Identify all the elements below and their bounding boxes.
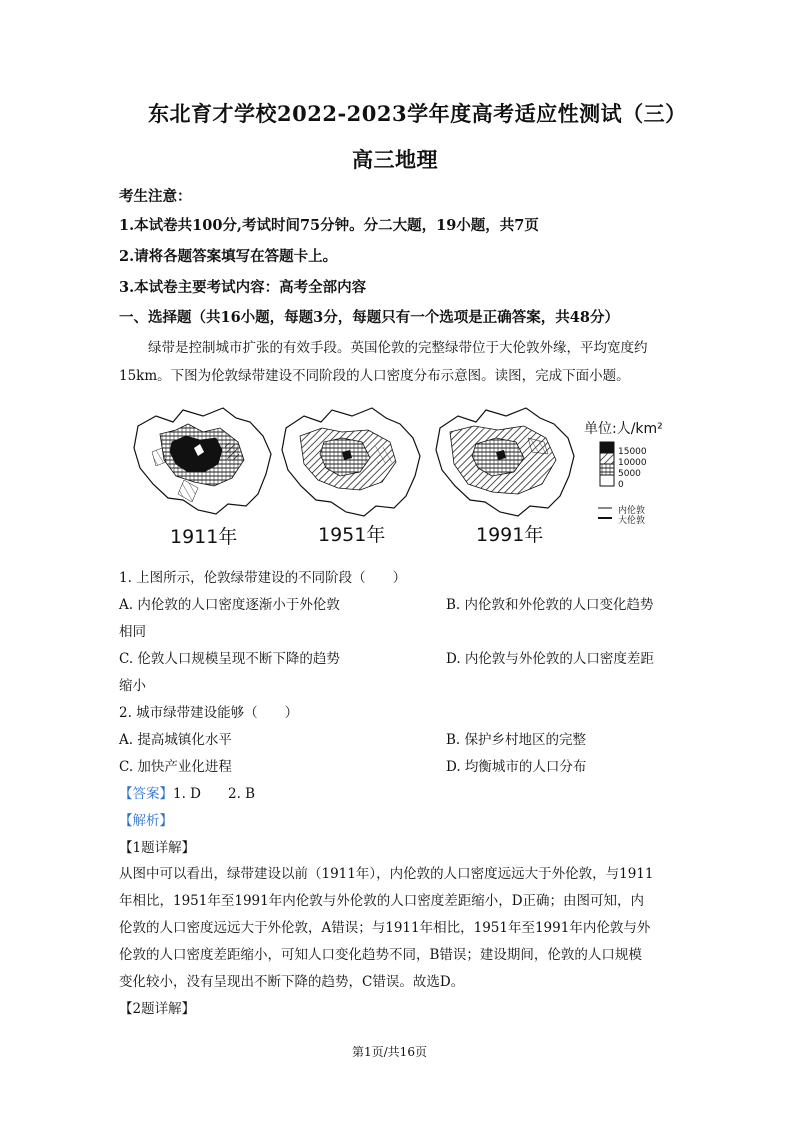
- map-1911: [134, 408, 271, 514]
- notice-heading: 考生注意：: [119, 188, 192, 205]
- year-label-1991: 1991年: [476, 524, 544, 546]
- exam-title: 东北育才学校2022-2023学年度高考适应性测试（三）: [148, 101, 687, 126]
- q1-option-d-cont: 缩小: [119, 678, 146, 694]
- passage-line-1: 绿带是控制城市扩张的有效手段。英国伦敦的完整绿带位于大伦敦外缘，平均宽度约: [148, 340, 648, 356]
- year-label-1911: 1911年: [170, 526, 238, 548]
- q2-option-a: A. 提高城镇化水平: [119, 732, 232, 748]
- notice-item-3: 3.本试卷主要考试内容：高考全部内容: [119, 279, 367, 296]
- q2-option-b: B. 保护乡村地区的完整: [446, 732, 587, 748]
- analysis-label: 【解析】: [119, 813, 173, 829]
- passage-line-2: 15km。下图为伦敦绿带建设不同阶段的人口密度分布示意图。读图，完成下面小题。: [119, 368, 630, 384]
- legend-level-10000: 10000: [618, 458, 647, 468]
- legend-level-5000: 5000: [618, 469, 641, 479]
- q2-option-d: D. 均衡城市的人口分布: [446, 759, 587, 775]
- q1-stem: 1. 上图所示，伦敦绿带建设的不同阶段（ ）: [119, 570, 407, 586]
- legend-inner-london: 内伦敦: [618, 506, 646, 516]
- legend-title: 单位:人/km²: [584, 421, 663, 437]
- q2-stem: 2. 城市绿带建设能够（ ）: [119, 705, 299, 721]
- answer-text: 1. D 2. B: [173, 786, 256, 802]
- legend-greater-london: 大伦敦: [618, 516, 646, 526]
- q1-detail-line-3: 伦敦的人口密度远远大于外伦敦，A错误；与1911年相比，1951年至1991年内伦敦与外: [119, 920, 651, 936]
- density-map-figure: [128, 402, 668, 562]
- q1-detail-line-1: 从图中可以看出，绿带建设以前（1911年），内伦敦的人口密度远远大于外伦敦，与1911: [119, 866, 654, 882]
- q1-detail-line-5: 变化较小，没有呈现出不断下降的趋势，C错误。故选D。: [119, 974, 465, 990]
- q2-detail-heading: 【2题详解】: [119, 1001, 196, 1017]
- legend-swatches: [598, 442, 614, 518]
- section-heading: 一、选择题（共16小题，每题3分，每题只有一个选项是正确答案，共48分）: [119, 309, 619, 326]
- year-label-1951: 1951年: [318, 524, 386, 546]
- legend-level-0: 0: [618, 480, 624, 490]
- map-1951: [282, 408, 420, 516]
- q1-detail-line-4: 伦敦的人口密度差距缩小，可知人口变化趋势不同，B错误；建设期间，伦敦的人口规模: [119, 947, 642, 963]
- q1-option-b-cont: 相同: [119, 624, 146, 640]
- answer-line: [119, 782, 255, 802]
- q1-detail-heading: 【1题详解】: [119, 840, 196, 856]
- notice-item-2: 2.请将各题答案填写在答题卡上。: [119, 248, 338, 265]
- legend-level-15000: 15000: [618, 447, 647, 457]
- map-1991: [436, 408, 574, 516]
- q1-option-c: C. 伦敦人口规模呈现不断下降的趋势: [119, 651, 340, 667]
- q1-detail-line-2: 年相比，1951年至1991年内伦敦与外伦敦的人口密度差距缩小，D正确；由图可知，内: [119, 893, 645, 909]
- q2-option-c: C. 加快产业化进程: [119, 759, 232, 775]
- q1-option-b: B. 内伦敦和外伦敦的人口变化趋势: [446, 597, 654, 613]
- answer-label: 【答案】: [119, 786, 173, 802]
- page-number: 第1页/共16页: [352, 1045, 427, 1059]
- subject-title: 高三地理: [352, 147, 438, 172]
- q1-option-d: D. 内伦敦与外伦敦的人口密度差距: [446, 651, 654, 667]
- notice-item-1: 1.本试卷共100分,考试时间75分钟。分二大题，19小题，共7页: [119, 217, 539, 234]
- q1-option-a: A. 内伦敦的人口密度逐渐小于外伦敦: [119, 597, 340, 613]
